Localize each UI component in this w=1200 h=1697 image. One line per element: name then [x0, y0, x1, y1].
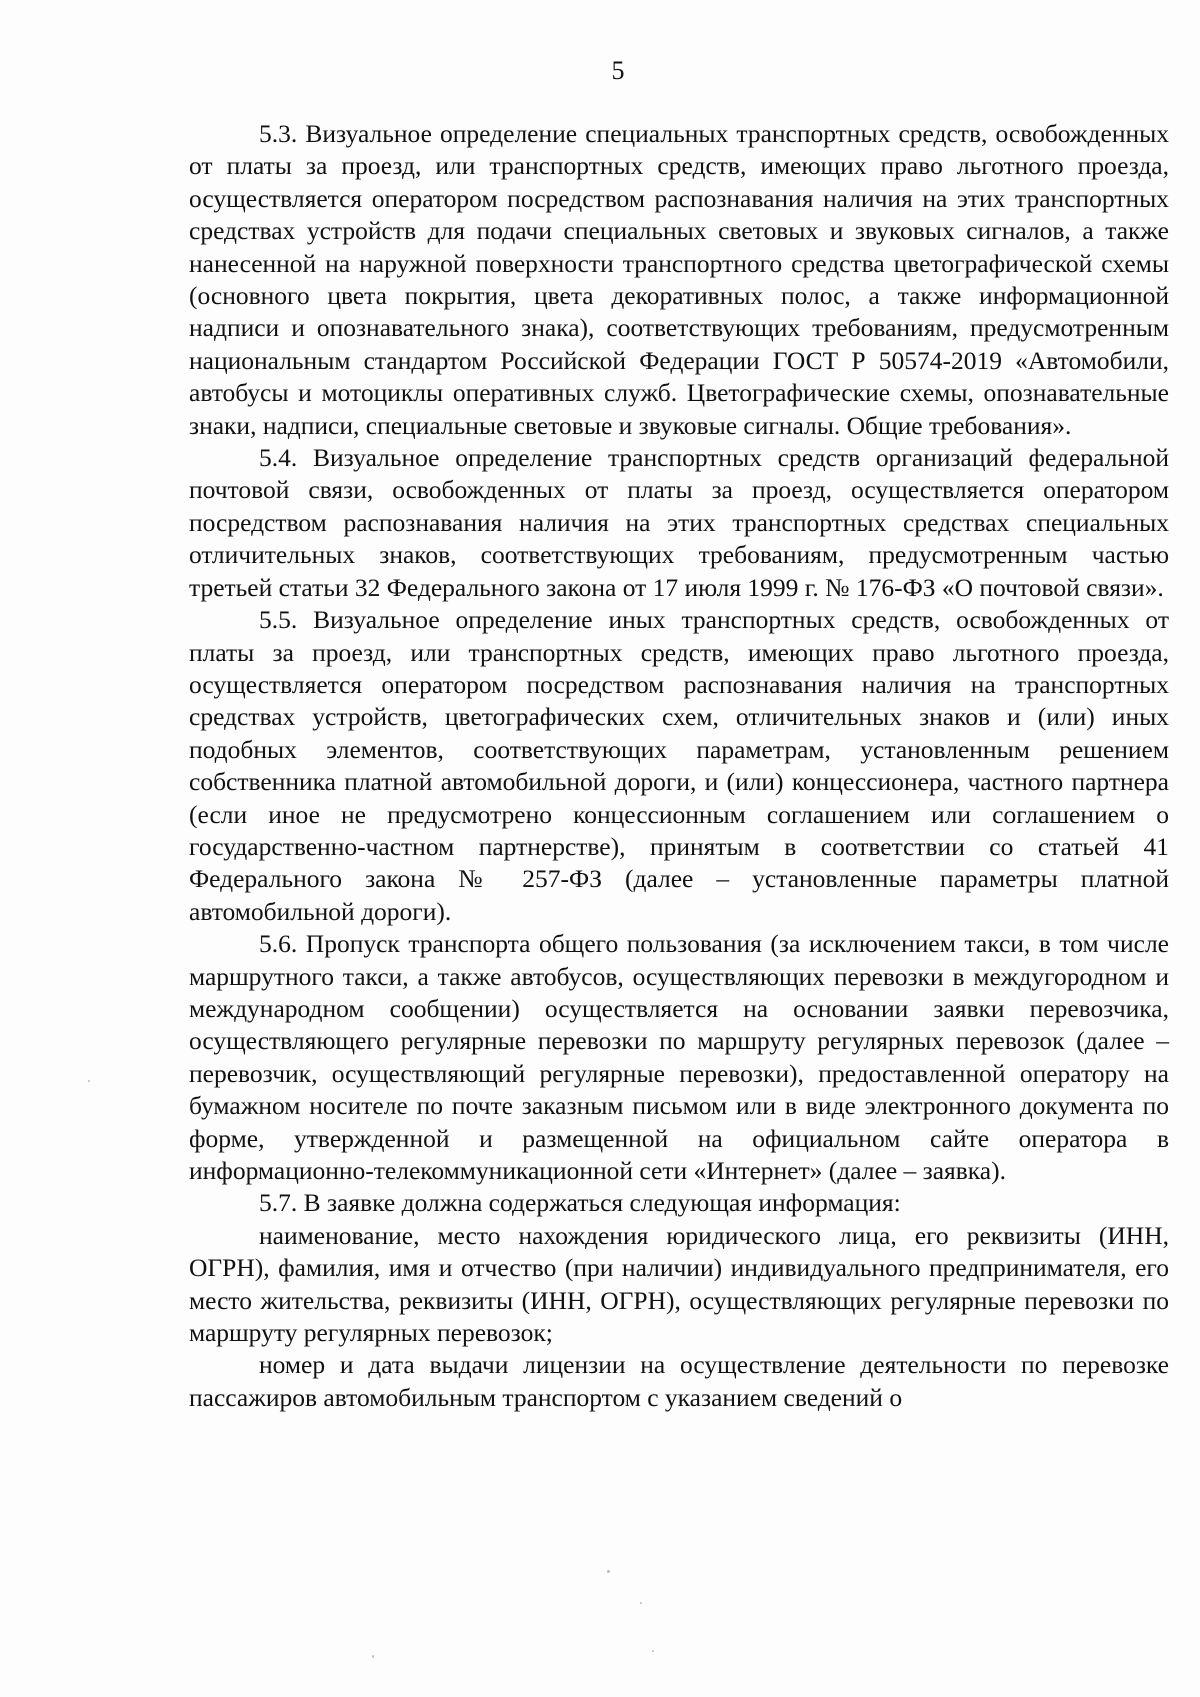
paragraph-5-5: 5.5. Визуальное определение иных транспортных средств, освобожденных от платы за проезд, или транспортных средств, имеющих право льготного проезда, осуществляется оператором посредством распознавания наличия на транспортных средствах устройств, цветографических схем, отличительных знаков и (или) иных подобных элементов, соответствующих параметрам, установленным решением собственника платной автомобильной дороги, и (или) концессионера, частного партнера (если иное не предусмотрено концессионным соглашением или соглашением о государственно-частном партнерстве), принятым в соответствии со статьей 41 Федерального закона № 257-ФЗ (далее – установленные параметры платной автомобильной дороги).	[189, 605, 1169, 926]
scan-speck	[607, 1570, 610, 1573]
page-number: 5	[611, 56, 625, 85]
scan-speck	[652, 1650, 654, 1652]
scan-speck	[88, 1080, 90, 1082]
paragraph-5-4: 5.4. Визуальное определение транспортных средств организаций федеральной почтовой связи, освобожденных от платы за проезд, осуществляется оператором посредством распознавания наличия на этих транспортных средствах специальных отличительных знаков, соответствующих требованиям, предусмотренным частью третьей статьи 32 Федерального закона от 17 июля 1999 г. № 176-ФЗ «О почтовой связи».	[189, 443, 1169, 602]
scan-speck	[640, 1602, 642, 1604]
document-body	[189, 118, 1169, 1414]
paragraph-5-7: 5.7. В заявке должна содержаться следующая информация:	[259, 1188, 901, 1218]
paragraph-license: номер и дата выдачи лицензии на осуществление деятельности по перевозке пассажиров автомобильным транспортом с указанием сведений о	[189, 1350, 1169, 1412]
scan-speck	[372, 1655, 374, 1658]
paragraph-5-6: 5.6. Пропуск транспорта общего пользования (за исключением такси, в том числе маршрутного такси, а также автобусов, осуществляющих перевозки в междугородном и международном сообщении) осуществляется на основании заявки перевозчика, осуществляющего регулярные перевозки по маршруту регулярных перевозок (далее – перевозчик, осуществляющий регулярные перевозки), предоставленной оператору на бумажном носителе по почте заказным письмом или в виде электронного документа по форме, утвержденной и размещенной на официальном сайте оператора в информационно-телекоммуникационной сети «Интернет» (далее – заявка).	[189, 929, 1169, 1185]
paragraph-requisites: наименование, место нахождения юридического лица, его реквизиты (ИНН, ОГРН), фамилия, имя и отчество (при наличии) индивидуального предпринимателя, его место жительства, реквизиты (ИНН, ОГРН), осуществляющих регулярные перевозки по маршруту регулярных перевозок;	[189, 1220, 1169, 1348]
paragraph-5-3: 5.3. Визуальное определение специальных транспортных средств, освобожденных от платы за проезд, или транспортных средств, имеющих право льготного проезда, осуществляется оператором посредством распознавания наличия на этих транспортных средствах устройств для подачи специальных световых и звуковых сигналов, а также нанесенной на наружной поверхности транспортного средства цветографической схемы (основного цвета покрытия, цвета декоративных полос, а также информационной надписи и опознавательного знака), соответствующих требованиям, предусмотренным национальным стандартом Российской Федерации ГОСТ Р 50574-2019 «Автомобили, автобусы и мотоциклы оперативных служб. Цветографические схемы, опознавательные знаки, надписи, специальные световые и звуковые сигналы. Общие требования».	[189, 119, 1169, 440]
